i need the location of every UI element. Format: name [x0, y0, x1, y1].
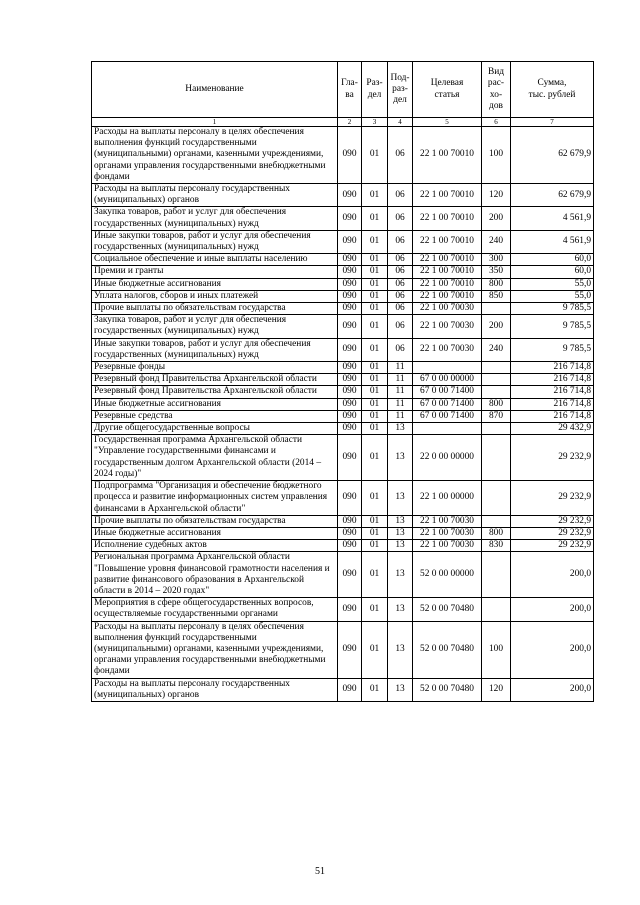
- row-vid: [482, 362, 511, 374]
- row-name: Закупка товаров, работ и услуг для обеспечения государственных (муниципальных) нужд: [92, 207, 338, 230]
- row-name: Исполнение судебных актов: [92, 540, 338, 552]
- row-sum: 29 232,9: [511, 435, 594, 481]
- row-vid: [482, 515, 511, 527]
- header-sum: Сумма, тыс. рублей: [511, 62, 594, 118]
- row-razdel: 01: [362, 230, 388, 253]
- row-podrazdel: 06: [388, 290, 413, 302]
- row-sum: 216 714,8: [511, 374, 594, 386]
- column-number: 6: [482, 118, 511, 127]
- row-vid: 200: [482, 207, 511, 230]
- row-razdel: 01: [362, 678, 388, 701]
- row-vid: 350: [482, 266, 511, 278]
- row-podrazdel: 11: [388, 374, 413, 386]
- row-sum: 216 714,8: [511, 362, 594, 374]
- row-podrazdel: 06: [388, 266, 413, 278]
- row-podrazdel: 13: [388, 515, 413, 527]
- row-razdel: 01: [362, 423, 388, 435]
- page-number: 51: [315, 866, 325, 877]
- row-glava: 090: [338, 303, 362, 315]
- table-row: [92, 374, 594, 386]
- row-razdel: 01: [362, 184, 388, 207]
- row-razdel: 01: [362, 410, 388, 422]
- row-name: Мероприятия в сфере общегосударственных вопросов, осуществляемые государственными органами: [92, 598, 338, 621]
- table-row: [92, 254, 594, 266]
- table-body: [92, 127, 594, 702]
- row-glava: 090: [338, 290, 362, 302]
- row-glava: 090: [338, 362, 362, 374]
- row-podrazdel: 11: [388, 410, 413, 422]
- row-razdel: 01: [362, 254, 388, 266]
- header-target: Целевая статья: [413, 62, 482, 118]
- row-vid: [482, 435, 511, 481]
- column-number: 3: [362, 118, 388, 127]
- row-podrazdel: 06: [388, 278, 413, 290]
- row-sum: 4 561,9: [511, 207, 594, 230]
- header-row: [92, 62, 594, 118]
- row-name: Расходы на выплаты персоналу государственных (муниципальных) органов: [92, 184, 338, 207]
- row-podrazdel: 13: [388, 598, 413, 621]
- row-name: Резервные фонды: [92, 362, 338, 374]
- row-razdel: 01: [362, 481, 388, 516]
- row-target: 22 1 00 70010: [413, 278, 482, 290]
- row-vid: 120: [482, 678, 511, 701]
- table-row: [92, 338, 594, 361]
- row-target: 22 1 00 70010: [413, 127, 482, 184]
- row-razdel: 01: [362, 598, 388, 621]
- row-target: 22 1 00 70010: [413, 290, 482, 302]
- row-glava: 090: [338, 127, 362, 184]
- row-podrazdel: 13: [388, 435, 413, 481]
- row-name: Расходы на выплаты персоналу государственных (муниципальных) органов: [92, 678, 338, 701]
- row-vid: 240: [482, 338, 511, 361]
- row-target: 52 0 00 00000: [413, 552, 482, 598]
- row-target: 22 1 00 70010: [413, 254, 482, 266]
- column-number: 1: [92, 118, 338, 127]
- row-glava: 090: [338, 230, 362, 253]
- row-razdel: 01: [362, 303, 388, 315]
- row-sum: 200,0: [511, 678, 594, 701]
- row-vid: [482, 598, 511, 621]
- row-razdel: 01: [362, 540, 388, 552]
- table-row: [92, 303, 594, 315]
- row-vid: 100: [482, 621, 511, 678]
- row-vid: [482, 552, 511, 598]
- row-glava: 090: [338, 278, 362, 290]
- row-vid: 850: [482, 290, 511, 302]
- row-glava: 090: [338, 386, 362, 398]
- row-name: Расходы на выплаты персоналу в целях обеспечения выполнения функций государственными (муниципальными) органами, казенными учреждениями, органами управления государственными внебюджетными фондами: [92, 127, 338, 184]
- row-glava: 090: [338, 552, 362, 598]
- column-number-row: [92, 118, 594, 127]
- row-vid: [482, 374, 511, 386]
- row-sum: 200,0: [511, 621, 594, 678]
- row-target: 67 0 00 71400: [413, 398, 482, 410]
- row-sum: 60,0: [511, 266, 594, 278]
- row-target: 67 0 00 71400: [413, 410, 482, 422]
- row-glava: 090: [338, 266, 362, 278]
- row-vid: 800: [482, 278, 511, 290]
- row-target: 22 1 00 70030: [413, 540, 482, 552]
- row-podrazdel: 06: [388, 207, 413, 230]
- row-name: Иные закупки товаров, работ и услуг для обеспечения государственных (муниципальных) нужд: [92, 338, 338, 361]
- row-podrazdel: 13: [388, 527, 413, 539]
- row-podrazdel: 06: [388, 338, 413, 361]
- row-target: 22 1 00 70010: [413, 207, 482, 230]
- row-glava: 090: [338, 207, 362, 230]
- row-podrazdel: 13: [388, 621, 413, 678]
- table-row: [92, 230, 594, 253]
- row-podrazdel: 06: [388, 315, 413, 338]
- row-target: 22 1 00 70030: [413, 527, 482, 539]
- row-sum: 9 785,5: [511, 338, 594, 361]
- row-glava: 090: [338, 338, 362, 361]
- row-target: [413, 423, 482, 435]
- row-name: Социальное обеспечение и иные выплаты населению: [92, 254, 338, 266]
- table-row: [92, 527, 594, 539]
- header-razdel: Раз- дел: [362, 62, 388, 118]
- row-sum: 29 232,9: [511, 481, 594, 516]
- row-vid: 200: [482, 315, 511, 338]
- row-razdel: 01: [362, 621, 388, 678]
- row-glava: 090: [338, 184, 362, 207]
- row-sum: 216 714,8: [511, 398, 594, 410]
- row-target: 22 1 00 70010: [413, 266, 482, 278]
- row-name: Региональная программа Архангельской области "Повышение уровня финансовой грамотности населения и развитие финансового образования в Архангельской области в 2014 – 2020 годах": [92, 552, 338, 598]
- row-name: Другие общегосударственные вопросы: [92, 423, 338, 435]
- row-glava: 090: [338, 481, 362, 516]
- table-row: [92, 207, 594, 230]
- row-vid: [482, 386, 511, 398]
- row-vid: 800: [482, 527, 511, 539]
- row-razdel: 01: [362, 127, 388, 184]
- row-glava: 090: [338, 515, 362, 527]
- row-podrazdel: 13: [388, 423, 413, 435]
- budget-table: [91, 61, 594, 702]
- row-sum: 55,0: [511, 278, 594, 290]
- row-target: 67 0 00 00000: [413, 374, 482, 386]
- row-podrazdel: 13: [388, 481, 413, 516]
- row-target: 67 0 00 71400: [413, 386, 482, 398]
- row-podrazdel: 06: [388, 254, 413, 266]
- row-vid: 800: [482, 398, 511, 410]
- row-podrazdel: 11: [388, 386, 413, 398]
- row-glava: 090: [338, 374, 362, 386]
- row-target: 52 0 00 70480: [413, 621, 482, 678]
- row-vid: 120: [482, 184, 511, 207]
- header-podrazdel: Под- раз- дел: [388, 62, 413, 118]
- row-name: Резервный фонд Правительства Архангельской области: [92, 386, 338, 398]
- row-razdel: 01: [362, 527, 388, 539]
- row-sum: 200,0: [511, 552, 594, 598]
- row-razdel: 01: [362, 207, 388, 230]
- table-row: [92, 398, 594, 410]
- column-number: 4: [388, 118, 413, 127]
- row-name: Иные бюджетные ассигнования: [92, 527, 338, 539]
- row-razdel: 01: [362, 435, 388, 481]
- row-razdel: 01: [362, 386, 388, 398]
- table-row: [92, 290, 594, 302]
- row-glava: 090: [338, 540, 362, 552]
- row-target: [413, 362, 482, 374]
- row-podrazdel: 11: [388, 398, 413, 410]
- row-vid: [482, 423, 511, 435]
- row-sum: 216 714,8: [511, 410, 594, 422]
- row-sum: 9 785,5: [511, 303, 594, 315]
- row-name: Расходы на выплаты персоналу в целях обеспечения выполнения функций государственными (муниципальными) органами, казенными учреждениями, органами управления государственными внебюджетными фондами: [92, 621, 338, 678]
- row-razdel: 01: [362, 278, 388, 290]
- row-vid: 870: [482, 410, 511, 422]
- row-name: Резервные средства: [92, 410, 338, 422]
- table-row: [92, 621, 594, 678]
- table-row: [92, 315, 594, 338]
- row-razdel: 01: [362, 552, 388, 598]
- row-target: 52 0 00 70480: [413, 598, 482, 621]
- row-sum: 55,0: [511, 290, 594, 302]
- row-glava: 090: [338, 435, 362, 481]
- row-glava: 090: [338, 621, 362, 678]
- row-target: 22 0 00 00000: [413, 435, 482, 481]
- row-target: 22 1 00 70030: [413, 315, 482, 338]
- row-name: Резервный фонд Правительства Архангельской области: [92, 374, 338, 386]
- row-razdel: 01: [362, 515, 388, 527]
- column-number: 2: [338, 118, 362, 127]
- row-razdel: 01: [362, 290, 388, 302]
- row-sum: 216 714,8: [511, 386, 594, 398]
- table-row: [92, 127, 594, 184]
- row-sum: 9 785,5: [511, 315, 594, 338]
- table-row: [92, 598, 594, 621]
- row-sum: 62 679,9: [511, 127, 594, 184]
- row-target: 22 1 00 70030: [413, 515, 482, 527]
- table-row: [92, 410, 594, 422]
- header-name: Наименование: [92, 62, 338, 118]
- row-podrazdel: 06: [388, 127, 413, 184]
- row-podrazdel: 13: [388, 540, 413, 552]
- table-row: [92, 184, 594, 207]
- table-row: [92, 278, 594, 290]
- row-podrazdel: 06: [388, 230, 413, 253]
- row-razdel: 01: [362, 374, 388, 386]
- row-vid: [482, 303, 511, 315]
- row-podrazdel: 13: [388, 552, 413, 598]
- row-vid: 300: [482, 254, 511, 266]
- row-name: Иные бюджетные ассигнования: [92, 278, 338, 290]
- table-row: [92, 362, 594, 374]
- row-name: Подпрограмма "Организация и обеспечение бюджетного процесса и развитие информационных систем управления финансами в Архангельской области": [92, 481, 338, 516]
- table-row: [92, 540, 594, 552]
- row-target: 22 1 00 70010: [413, 230, 482, 253]
- row-target: 22 1 00 70030: [413, 303, 482, 315]
- row-glava: 090: [338, 398, 362, 410]
- row-name: Прочие выплаты по обязательствам государства: [92, 303, 338, 315]
- table-row: [92, 435, 594, 481]
- row-sum: 29 432,9: [511, 423, 594, 435]
- row-name: Уплата налогов, сборов и иных платежей: [92, 290, 338, 302]
- row-sum: 62 679,9: [511, 184, 594, 207]
- row-name: Закупка товаров, работ и услуг для обеспечения государственных (муниципальных) нужд: [92, 315, 338, 338]
- row-glava: 090: [338, 315, 362, 338]
- row-sum: 29 232,9: [511, 540, 594, 552]
- row-sum: 29 232,9: [511, 527, 594, 539]
- table-row: [92, 266, 594, 278]
- row-glava: 090: [338, 254, 362, 266]
- row-sum: 4 561,9: [511, 230, 594, 253]
- row-sum: 200,0: [511, 598, 594, 621]
- row-target: 52 0 00 70480: [413, 678, 482, 701]
- row-vid: 830: [482, 540, 511, 552]
- row-target: 22 1 00 70030: [413, 338, 482, 361]
- row-glava: 090: [338, 527, 362, 539]
- row-target: 22 1 00 70010: [413, 184, 482, 207]
- table-row: [92, 678, 594, 701]
- row-name: Государственная программа Архангельской области "Управление государственными финансами и государственным долгом Архангельской области (2014 – 2024 годы)": [92, 435, 338, 481]
- row-name: Премии и гранты: [92, 266, 338, 278]
- table-row: [92, 515, 594, 527]
- row-target: 22 1 00 00000: [413, 481, 482, 516]
- table-row: [92, 552, 594, 598]
- row-podrazdel: 13: [388, 678, 413, 701]
- row-name: Прочие выплаты по обязательствам государства: [92, 515, 338, 527]
- row-glava: 090: [338, 678, 362, 701]
- row-razdel: 01: [362, 315, 388, 338]
- table-row: [92, 481, 594, 516]
- row-sum: 29 232,9: [511, 515, 594, 527]
- column-number: 7: [511, 118, 594, 127]
- table-row: [92, 423, 594, 435]
- row-razdel: 01: [362, 266, 388, 278]
- row-glava: 090: [338, 598, 362, 621]
- row-podrazdel: 06: [388, 184, 413, 207]
- row-razdel: 01: [362, 338, 388, 361]
- row-podrazdel: 11: [388, 362, 413, 374]
- row-glava: 090: [338, 410, 362, 422]
- row-vid: 100: [482, 127, 511, 184]
- row-razdel: 01: [362, 362, 388, 374]
- row-podrazdel: 06: [388, 303, 413, 315]
- row-glava: 090: [338, 423, 362, 435]
- header-glava: Гла- ва: [338, 62, 362, 118]
- row-name: Иные бюджетные ассигнования: [92, 398, 338, 410]
- row-name: Иные закупки товаров, работ и услуг для обеспечения государственных (муниципальных) нужд: [92, 230, 338, 253]
- row-vid: 240: [482, 230, 511, 253]
- column-number: 5: [413, 118, 482, 127]
- row-razdel: 01: [362, 398, 388, 410]
- row-sum: 60,0: [511, 254, 594, 266]
- header-vid: Вид рас- хо- дов: [482, 62, 511, 118]
- row-vid: [482, 481, 511, 516]
- table-row: [92, 386, 594, 398]
